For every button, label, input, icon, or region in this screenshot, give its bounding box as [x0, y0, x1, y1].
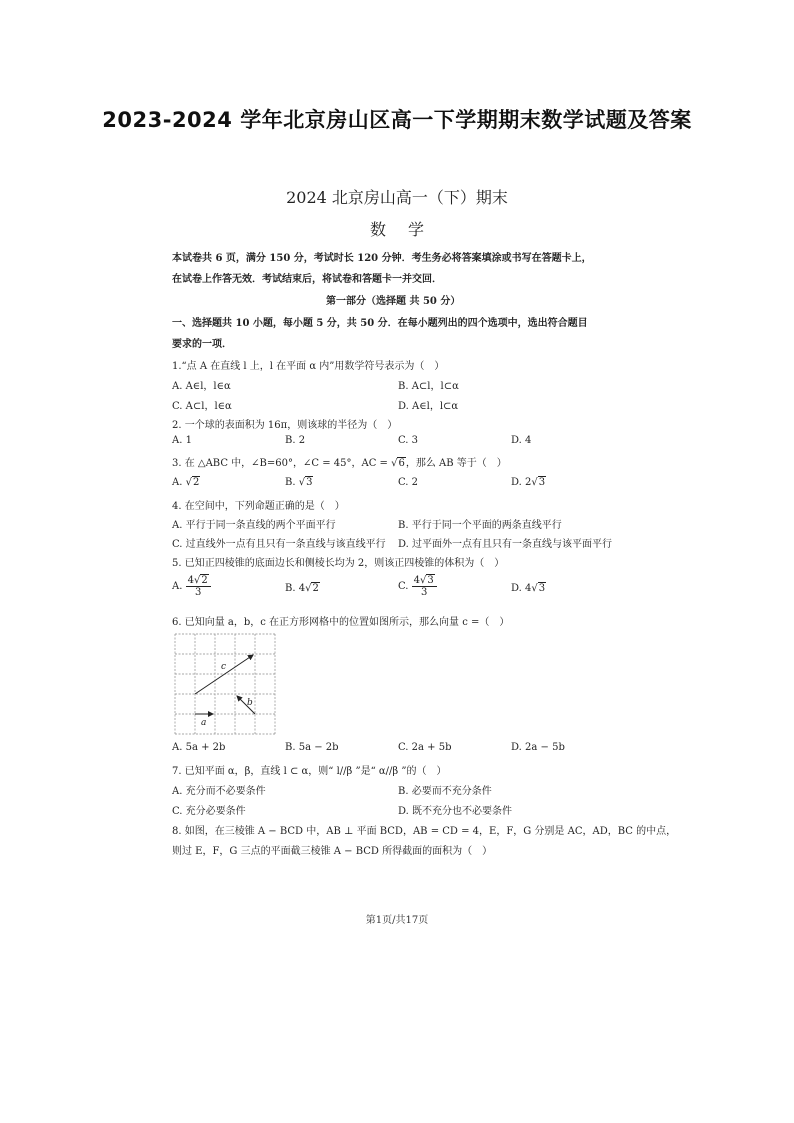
q5-option-b: B. 4√2 — [285, 583, 319, 594]
q5-option-b-root: 2 — [312, 583, 319, 594]
q5-option-c-fraction — [412, 575, 437, 598]
q2-option-d: D. 4 — [511, 435, 532, 446]
q3-option-b: B. √3 — [285, 477, 313, 488]
grid-lines — [175, 634, 275, 734]
q5-option-a-numerator: 4√2 — [186, 575, 211, 587]
q5-option-a-coef: 4 — [187, 575, 194, 586]
q5-option-c-numerator: 4√3 — [412, 575, 437, 587]
q5-option-c-denominator: 3 — [421, 587, 428, 598]
q2-option-c: C. 3 — [398, 435, 419, 446]
q3-option-d-prefix: D. 2 — [511, 477, 532, 488]
subject-title: 数学 — [369, 220, 446, 239]
q5-option-c-prefix: C. — [398, 581, 412, 592]
q6-option-d: D. 2a − 5b — [511, 742, 565, 753]
q1-option-d: D. A∈l，l⊂α — [398, 401, 459, 412]
q5-option-d: D. 4√3 — [511, 583, 546, 594]
q7-option-d: D. 既不充分也不必要条件 — [398, 806, 513, 817]
q5-option-c — [398, 575, 437, 598]
q3-option-b-root: 3 — [306, 477, 313, 488]
q4-option-b: B. 平行于同一个平面的两条直线平行 — [398, 520, 562, 531]
vector-b-label: b — [247, 698, 253, 708]
q5-option-a-denominator: 3 — [194, 587, 202, 598]
q3-option-b-prefix: B. — [285, 477, 299, 488]
q5-option-c-root: 3 — [427, 575, 434, 586]
q6-option-b: B. 5a − 2b — [285, 742, 339, 753]
q5-option-d-prefix: D. 4 — [511, 583, 532, 594]
q3-option-d: D. 2√3 — [511, 477, 546, 488]
main-title: 2023-2024 学年北京房山区高一下学期期末数学试题及答案 — [102, 108, 692, 132]
q3-option-c: C. 2 — [398, 477, 419, 488]
vector-c-label: c — [221, 662, 227, 672]
q1-option-a: A. A∈l，l∈α — [172, 381, 231, 392]
section-instruction-1: 一、选择题共 10 小题，每小题 5 分，共 50 分．在每小题列出的四个选项中，选出符合题目 — [172, 318, 588, 329]
q4-option-c: C. 过直线外一点有且只有一条直线与该直线平行 — [172, 539, 386, 550]
exam-title: 2024 北京房山高一（下）期末 — [286, 188, 508, 207]
q5-option-b-prefix: B. 4 — [285, 583, 306, 594]
q2-option-a: A. 1 — [172, 435, 192, 446]
q6-option-c: C. 2a + 5b — [398, 742, 452, 753]
vector-a-label: a — [201, 718, 207, 728]
q2-stem: 2. 一个球的表面积为 16π，则该球的半径为（ ） — [172, 420, 398, 431]
q3-stem: 3. 在 △ABC 中，∠B=60°，∠C = 45°，AC = √6，那么 AB 等于（ ） — [172, 458, 507, 469]
part-title: 第一部分（选择题 共 50 分） — [326, 296, 461, 307]
q5-option-a-prefix: A. — [172, 581, 186, 592]
q5-stem: 5. 已知正四棱锥的底面边长和侧棱长均为 2，则该正四棱锥的体积为（ ） — [172, 558, 505, 569]
q5-option-d-root: 3 — [538, 583, 546, 594]
vector-c-arrow — [195, 655, 253, 694]
q1-stem: 1.“点 A 在直线 l 上，l 在平面 α 内”用数学符号表示为（ ） — [172, 361, 445, 372]
q1-option-c: C. A⊂l，l∈α — [172, 401, 232, 412]
q6-stem: 6. 已知向量 a，b，c 在正方形网格中的位置如图所示，那么向量 c =（ ） — [172, 617, 510, 628]
q1-option-b: B. A⊂l，l⊂α — [398, 381, 459, 392]
q8-stem-line-2: 则过 E，F，G 三点的平面截三棱锥 A − BCD 所得截面的面积为（ ） — [172, 846, 493, 857]
q6-option-a: A. 5a + 2b — [172, 742, 226, 753]
q7-option-b: B. 必要而不充分条件 — [398, 786, 492, 797]
q7-stem: 7. 已知平面 α，β，直线 l ⊂ α，则“ l//β ”是“ α//β ”的（ ） — [172, 766, 447, 777]
q5-option-a-fraction — [186, 575, 211, 598]
q7-option-a: A. 充分而不必要条件 — [172, 786, 266, 797]
q3-option-a-prefix: A. — [172, 477, 186, 488]
intro-line-2: 在试卷上作答无效．考试结束后，将试卷和答题卡一并交回． — [172, 274, 442, 285]
q3-option-d-root: 3 — [538, 477, 546, 488]
q4-stem: 4. 在空间中，下列命题正确的是（ ） — [172, 501, 345, 512]
section-instruction-2: 要求的一项． — [172, 339, 232, 350]
q3-option-a: A. √2 — [172, 477, 200, 488]
q4-option-a: A. 平行于同一条直线的两个平面平行 — [172, 520, 336, 531]
q3-stem-start: 3. 在 △ABC 中，∠B=60°，∠C = 45°，AC = — [172, 458, 392, 469]
q5-option-a — [172, 575, 211, 598]
q4-option-d: D. 过平面外一点有且只有一条直线与该平面平行 — [398, 539, 613, 550]
q7-option-c: C. 充分必要条件 — [172, 806, 246, 817]
page-footer: 第1页/共17页 — [365, 915, 429, 926]
q5-option-c-coef: 4 — [413, 575, 421, 586]
q2-option-b: B. 2 — [285, 435, 306, 446]
q3-stem-end: ，那么 AB 等于（ ） — [405, 458, 507, 469]
q6-vector-grid-figure — [174, 633, 276, 735]
q8-stem-line-1: 8. 如图，在三棱锥 A − BCD 中，AB ⊥ 平面 BCD，AB = CD = 4，E，F，G 分别是 AC，AD，BC 的中点， — [172, 826, 677, 837]
q5-option-a-root: 2 — [201, 575, 208, 586]
q3-stem-root: 6 — [398, 458, 405, 469]
q3-option-a-root: 2 — [192, 477, 200, 488]
intro-line-1: 本试卷共 6 页，满分 150 分，考试时长 120 分钟．考生务必将答案填涂或书写在答题卡上， — [172, 253, 592, 264]
